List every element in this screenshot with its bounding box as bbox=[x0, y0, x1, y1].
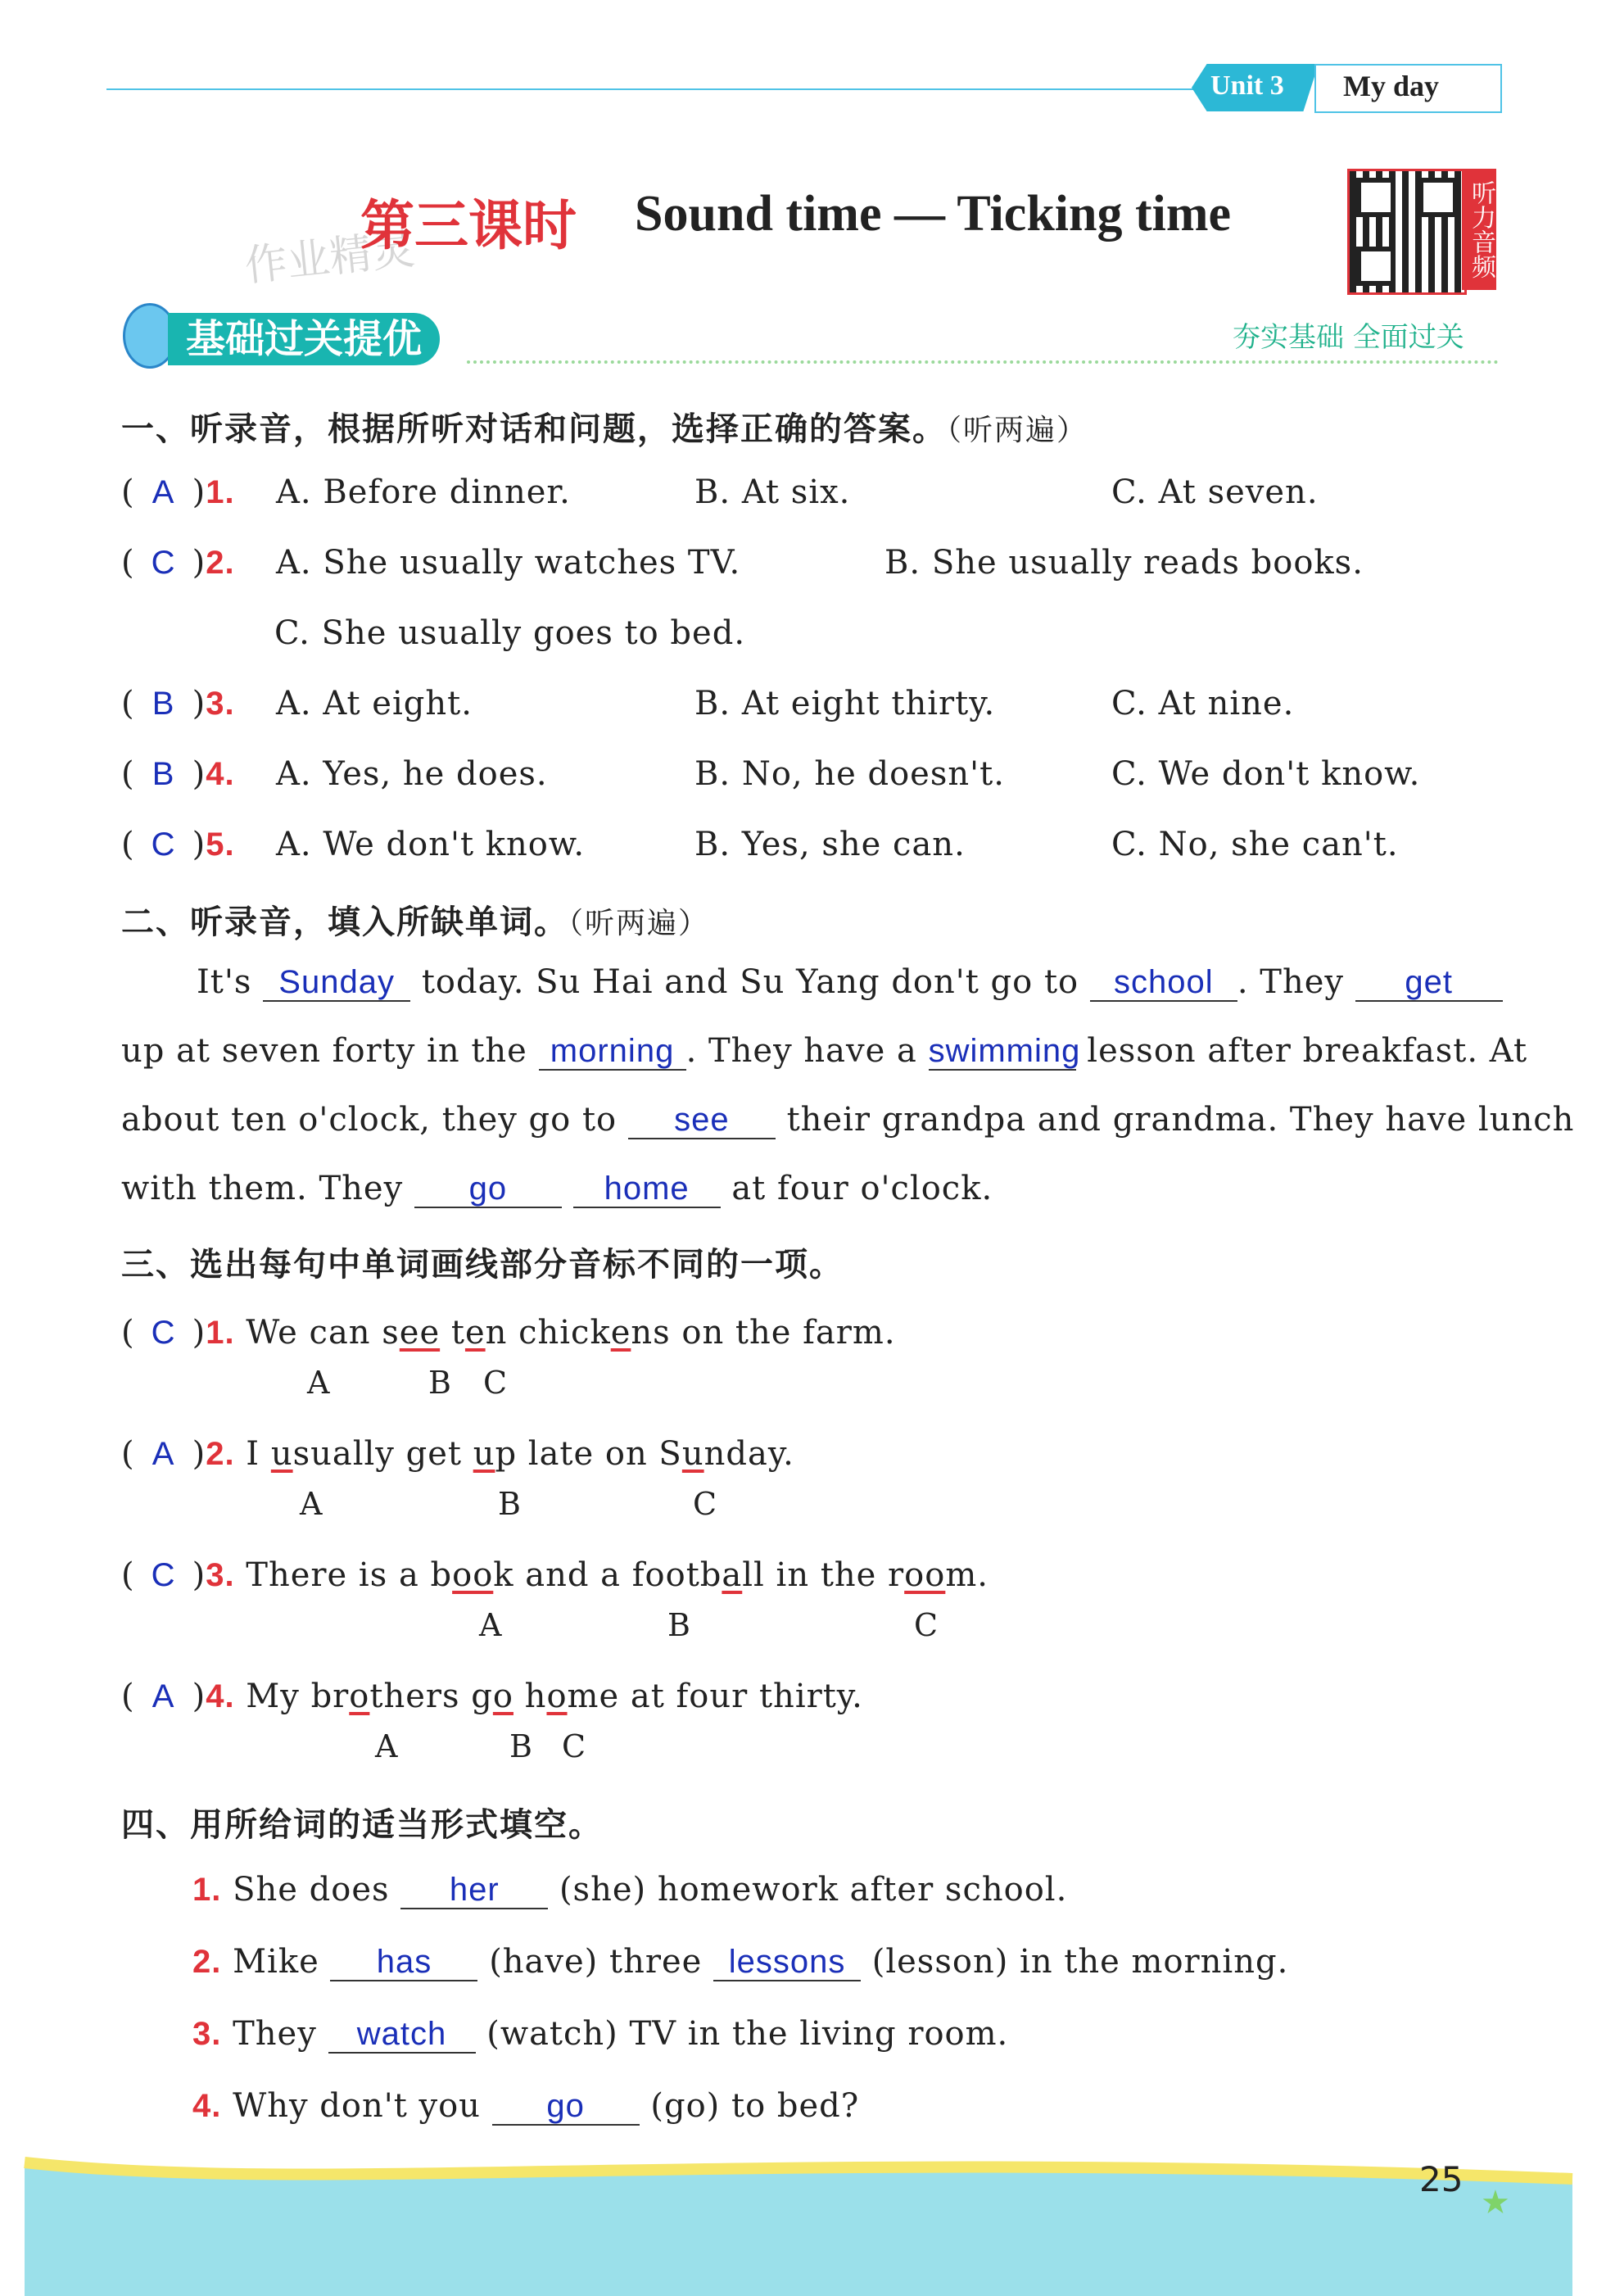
lesson-english-title: Sound time — Ticking time bbox=[635, 186, 1232, 242]
s2-blank-5[interactable]: swimming bbox=[928, 1033, 1081, 1069]
s1-q2-b: B. She usually reads books. bbox=[884, 544, 1364, 582]
s3-q2-label-a: A bbox=[300, 1486, 323, 1522]
s1-q2: ( C )2. bbox=[121, 544, 235, 582]
s2-line1: It's Sunday today. Su Hai and Su Yang don't go to school . They get bbox=[197, 963, 1503, 1002]
s2-blank-6[interactable]: see bbox=[628, 1102, 776, 1139]
footer-wave bbox=[0, 2130, 1597, 2296]
s4-blank-1[interactable]: her bbox=[400, 1872, 548, 1909]
s3-q2-label-c: C bbox=[693, 1486, 717, 1522]
s4-q3: 3. They watch (watch) TV in the living room. bbox=[192, 2015, 1009, 2053]
unit-label: Unit 3 bbox=[1210, 70, 1284, 101]
s3-q2: ( A )2. I usually get up late on Sunday. bbox=[121, 1435, 794, 1473]
star-icon: ★ bbox=[1481, 2184, 1510, 2221]
s3-q1-label-a: A bbox=[307, 1365, 330, 1401]
s1-q1: ( A )1. bbox=[121, 473, 235, 511]
s1-q5: ( C )5. bbox=[121, 826, 235, 863]
s2-blank-4[interactable]: morning bbox=[539, 1033, 686, 1071]
s1-q2-c: C. She usually goes to bed. bbox=[274, 614, 746, 652]
s1-q5-a: A. We don't know. bbox=[276, 826, 586, 863]
s1-q1-a: A. Before dinner. bbox=[276, 473, 571, 511]
s2-line4: with them. They go home at four o'clock. bbox=[121, 1170, 993, 1207]
s2-blank-2[interactable]: school bbox=[1090, 964, 1237, 1002]
section3-title: 三、选出每句中单词画线部分音标不同的一项。 bbox=[121, 1246, 844, 1284]
s4-blank-2[interactable]: has bbox=[330, 1944, 477, 1981]
s1-q3-b: B. At eight thirty. bbox=[694, 685, 996, 722]
s3-q3: ( C )3. There is a book and a football in the room. bbox=[121, 1556, 989, 1594]
lesson-chinese-title: 第三课时 bbox=[360, 194, 577, 257]
s1-q5-c: C. No, she can't. bbox=[1111, 826, 1399, 863]
watermark: 作业精灵 bbox=[242, 224, 418, 292]
s1-q2-a: A. She usually watches TV. bbox=[276, 544, 741, 582]
s3-q4-label-c: C bbox=[562, 1728, 586, 1764]
s3-q3-label-c: C bbox=[914, 1607, 939, 1643]
s2-blank-1[interactable]: Sunday bbox=[263, 964, 410, 1002]
s1-q5-b: B. Yes, she can. bbox=[694, 826, 966, 863]
s3-q3-label-b: B bbox=[667, 1607, 690, 1643]
s1-q4-c: C. We don't know. bbox=[1111, 755, 1421, 793]
s3-q1: ( C )1. We can see ten chickens on the farm. bbox=[121, 1314, 896, 1352]
s2-blank-7[interactable]: go bbox=[414, 1171, 562, 1208]
s1-q4: ( B )4. bbox=[121, 755, 235, 793]
s3-q4: ( A )4. My brothers go home at four thirty. bbox=[121, 1678, 863, 1715]
s3-q1-label-b: B bbox=[428, 1365, 451, 1401]
s2-line2: up at seven forty in the morning . They have a swimming lesson after breakfast. At bbox=[121, 1032, 1528, 1070]
unit-title: My day bbox=[1343, 70, 1439, 102]
s2-line3: about ten o'clock, they go to see their grandpa and grandma. They have lunch bbox=[121, 1101, 1575, 1139]
banner-label: 基础过关提优 bbox=[168, 313, 440, 365]
s3-q4-label-b: B bbox=[509, 1728, 532, 1764]
s3-q4-label-a: A bbox=[375, 1728, 398, 1764]
s4-blank-3[interactable]: lessons bbox=[713, 1944, 861, 1981]
s1-q3: ( B )3. bbox=[121, 685, 235, 722]
s4-blank-4[interactable]: watch bbox=[328, 2016, 476, 2054]
s1-q3-c: C. At nine. bbox=[1111, 685, 1295, 722]
s4-blank-5[interactable]: go bbox=[492, 2088, 640, 2126]
page-number: 25 bbox=[1419, 2159, 1464, 2199]
section4-title: 四、用所给词的适当形式填空。 bbox=[121, 1806, 603, 1844]
s4-q4: 4. Why don't you go (go) to bed? bbox=[192, 2087, 860, 2125]
header-rule bbox=[106, 88, 1196, 90]
s3-q1-label-c: C bbox=[483, 1365, 508, 1401]
section2-title: 二、听录音，填入所缺单词。（听两遍） bbox=[121, 903, 710, 941]
s1-q3-a: A. At eight. bbox=[276, 685, 473, 722]
s3-q3-label-a: A bbox=[479, 1607, 502, 1643]
s1-q1-b: B. At six. bbox=[694, 473, 851, 511]
banner-motto: 夯实基础 全面过关 bbox=[1233, 321, 1464, 354]
s1-q4-a: A. Yes, he does. bbox=[276, 755, 548, 793]
section1-title: 一、听录音，根据所听对话和问题，选择正确的答案。（听两遍） bbox=[121, 410, 1088, 448]
s2-blank-8[interactable]: home bbox=[573, 1171, 721, 1208]
s2-blank-3[interactable]: get bbox=[1355, 964, 1503, 1002]
s4-q2: 2. Mike has (have) three lessons (lesson) in the morning. bbox=[192, 1943, 1289, 1981]
banner-dotted-rule bbox=[467, 360, 1499, 364]
qr-code-icon[interactable] bbox=[1347, 169, 1467, 295]
s1-q1-c: C. At seven. bbox=[1111, 473, 1319, 511]
s3-q2-label-b: B bbox=[498, 1486, 521, 1522]
s4-q1: 1. She does her (she) homework after school. bbox=[192, 1871, 1068, 1909]
s1-q4-b: B. No, he doesn't. bbox=[694, 755, 1005, 793]
qr-label: 听力音频 bbox=[1462, 169, 1496, 290]
